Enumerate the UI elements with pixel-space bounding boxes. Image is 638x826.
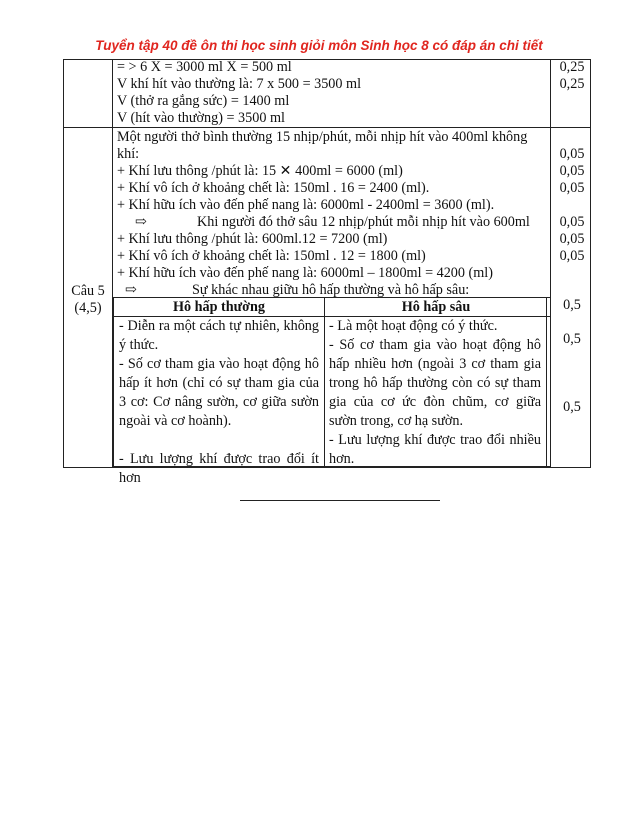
row1-line-3: V (thở ra gắng sức) = 1400 ml: [117, 93, 290, 109]
row1-line-2: V khí hít vào thường là: 7 x 500 = 3500 ml: [117, 76, 362, 92]
question-label: Câu 5: [71, 283, 105, 299]
score-compare-2: 0,5: [563, 331, 581, 347]
comparison-divider: [324, 298, 325, 466]
row1-score-1: 0,25: [559, 59, 585, 75]
arrow-line-1: Khi người đó thở sâu 12 nhịp/phút mỗi nhịp hít vào 600ml: [197, 214, 530, 230]
comparison-inner-border: [546, 298, 547, 466]
col-normal-header: Hô hấp thường: [172, 299, 266, 315]
score-calc2-2: 0,05: [559, 231, 585, 247]
score-calc-2: 0,05: [559, 163, 585, 179]
score-calc2-1: 0,05: [559, 214, 585, 230]
col-normal-content: [119, 317, 319, 488]
comparison-table: [113, 297, 551, 486]
normal-item-3: - Lưu lượng khí được trao đổi ít hơn: [119, 451, 319, 486]
score-calc2-3: 0,05: [559, 248, 585, 264]
table-row-divider: [63, 127, 591, 128]
intro-line-2: khí:: [117, 146, 140, 162]
deep-item-3: - Lưu lượng khí được trao đổi nhiều hơn.: [329, 432, 541, 467]
arrow-icon: ⇨: [135, 214, 147, 230]
score-compare-3: 0,5: [563, 399, 581, 415]
calc2-line-3: + Khí hữu ích vào đến phế nang là: 6000ml – 1800ml = 4200 (ml): [117, 265, 493, 281]
calc-line-1: + Khí lưu thông /phút là: 15 ✕ 400ml = 6000 (ml): [117, 163, 403, 179]
row1-line-1: = > 6 X = 3000 ml X = 500 ml: [117, 59, 292, 75]
end-separator: [240, 500, 440, 501]
normal-item-2: - Số cơ tham gia vào hoạt động hô hấp ít hơn (chỉ có sự tham gia của 3 cơ: Cơ nâng sườn, cơ giữa sườn ngoài và cơ hoành).: [119, 356, 319, 429]
score-compare-1: 0,5: [563, 297, 581, 313]
score-intro: 0,05: [559, 146, 585, 162]
question-points: (4,5): [74, 300, 102, 316]
arrow-line-2: Sự khác nhau giữu hô hấp thường và hô hấp sâu:: [192, 282, 470, 298]
normal-item-1: - Diễn ra một cách tự nhiên, không ý thức.: [119, 318, 319, 353]
calc2-line-2: + Khí vô ích ở khoảng chết là: 150ml . 12 = 1800 (ml): [117, 248, 426, 264]
col-deep-header: Hô hấp sâu: [401, 299, 471, 315]
deep-item-2: - Số cơ tham gia vào hoạt động hô hấp nhiều hơn (ngoài 3 cơ tham gia trong hô hấp thường còn có sự tham gia của cơ ức đòn chũm, cơ giữa sườn trong, cơ hạ sườn.: [329, 337, 541, 429]
document-header: Tuyển tập 40 đề ôn thi học sinh giỏi môn Sinh học 8 có đáp án chi tiết: [95, 38, 543, 53]
table-border-left: [63, 59, 64, 468]
deep-item-1: - Là một hoạt động có ý thức.: [329, 318, 498, 334]
calc2-line-1: + Khí lưu thông /phút là: 600ml.12 = 7200 (ml): [117, 231, 388, 247]
row1-score-2: 0,25: [559, 76, 585, 92]
col-deep-content: [329, 317, 541, 469]
calc-line-3: + Khí hữu ích vào đến phế nang là: 6000ml - 2400ml = 3600 (ml).: [117, 197, 495, 213]
score-calc-3: 0,05: [559, 180, 585, 196]
calc-line-2: + Khí vô ích ở khoảng chết là: 150ml . 16 = 2400 (ml).: [117, 180, 430, 196]
arrow-icon: ⇨: [125, 282, 137, 298]
row1-line-4: V (hít vào thường) = 3500 ml: [117, 110, 285, 126]
intro-line-1: Một người thở bình thường 15 nhịp/phút, mỗi nhịp hít vào 400ml không: [117, 129, 528, 145]
